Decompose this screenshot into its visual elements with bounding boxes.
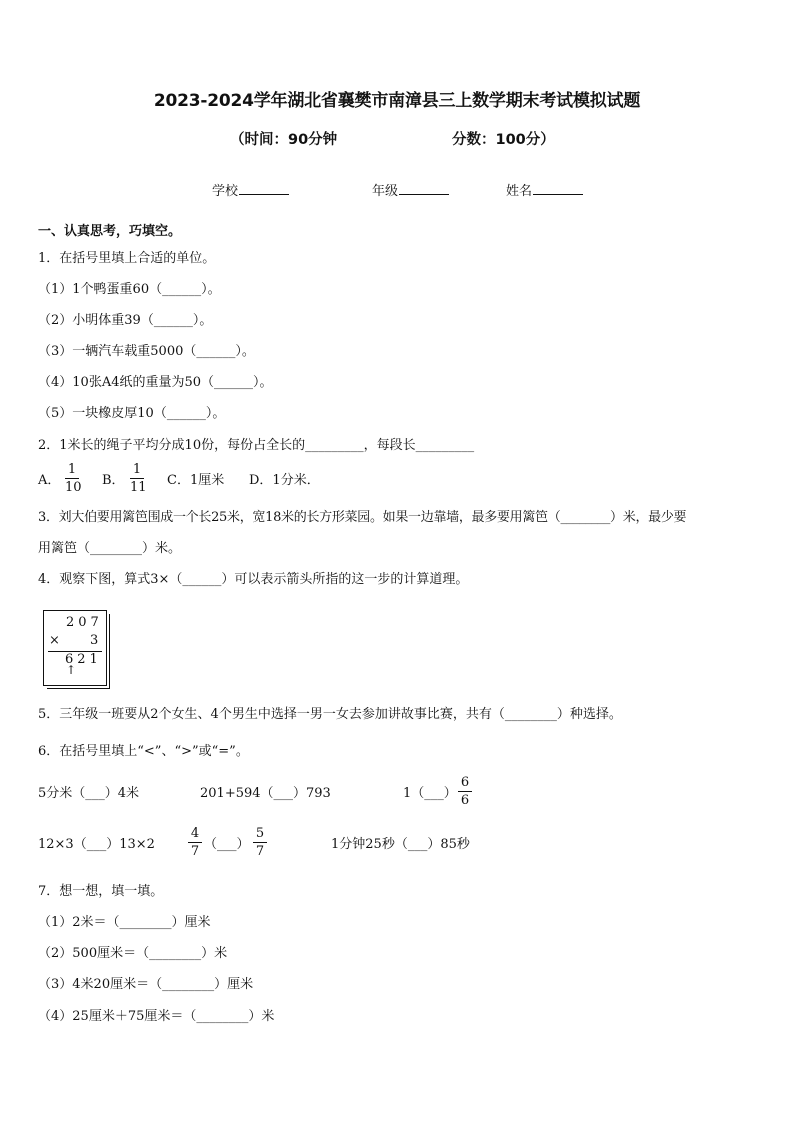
grade-label: 年级 [372, 184, 399, 199]
q2-option-b-label: B． [102, 473, 125, 488]
figure-product: 621 [65, 652, 102, 667]
q5-stem: 5．三年级一班要从2个女生、4个男生中选择一男一女去参加讲故事比赛，共有（________）种选择。 [38, 707, 622, 722]
q4-stem: 4．观察下图，算式3×（______）可以表示箭头所指的这一步的计算道理。 [38, 572, 469, 587]
q6-fraction [188, 826, 202, 859]
q1-stem: 1．在括号里填上合适的单位。 [38, 251, 216, 266]
arrow-up-icon: ↑ [66, 663, 81, 677]
q6-fraction [458, 775, 472, 808]
q2-option-d: D．1分米． [249, 473, 320, 488]
fraction-bar [458, 791, 472, 792]
figure-multiplicand: 207 [66, 615, 103, 630]
q6-compare: 12×3（___）13×2 [38, 837, 155, 852]
q2-stem: 2．1米长的绳子平均分成10份，每份占全长的_________，每段长_________ [38, 438, 475, 453]
q6-compare-blank: （___） [204, 837, 250, 852]
fraction-denominator: 7 [255, 844, 265, 859]
fraction-numerator: 6 [460, 775, 470, 790]
q1-item: （5）一块橡皮厚10（______）。 [38, 406, 226, 421]
figure-multiplier: 3 [90, 633, 103, 648]
q7-item: （4）25厘米＋75厘米＝（________）米 [38, 1009, 275, 1024]
q3-line-1: 3．刘大伯要用篱笆围成一个长25米，宽18米的长方形菜园。如果一边靠墙，最多要用篱笆（________）米，最少要 [38, 510, 687, 525]
q1-item: （4）10张A4纸的重量为50（______）。 [38, 375, 273, 390]
name-blank [533, 182, 583, 195]
q6-compare: 5分米（___）4米 [38, 786, 140, 801]
q2-option-a-fraction [65, 462, 82, 495]
q1-item: （3）一辆汽车载重5000（______）。 [38, 344, 255, 359]
exam-time: （时间：90分钟 [230, 132, 338, 148]
school-label: 学校 [212, 184, 239, 199]
q6-compare: 1（___） [403, 786, 457, 801]
fraction-numerator: 1 [132, 462, 142, 477]
fraction-bar [65, 478, 79, 479]
q1-item: （2）小明体重39（______）。 [38, 313, 213, 328]
q7-item: （1）2米＝（________）厘米 [38, 915, 211, 930]
q6-compare: 1分钟25秒（___）85秒 [331, 837, 470, 852]
name-field [506, 180, 583, 199]
q7-stem: 7．想一想，填一填。 [38, 884, 164, 899]
figure-times-sign: × [49, 633, 64, 648]
fraction-denominator: 11 [130, 480, 147, 495]
fraction-denominator: 7 [190, 844, 200, 859]
school-field [212, 180, 289, 199]
fraction-bar [130, 478, 144, 479]
name-label: 姓名 [506, 184, 533, 199]
fraction-denominator: 10 [65, 480, 82, 495]
q7-item: （3）4米20厘米＝（________）厘米 [38, 977, 254, 992]
q6-fraction [253, 826, 267, 859]
school-blank [239, 182, 289, 195]
q6-compare: 201+594（___）793 [200, 786, 331, 801]
q3-line-2: 用篱笆（________）米。 [38, 541, 182, 556]
fraction-numerator: 1 [67, 462, 77, 477]
q7-item: （2）500厘米＝（________）米 [38, 946, 228, 961]
fraction-bar [253, 842, 267, 843]
q1-item: （1）1个鸭蛋重60（______）。 [38, 282, 221, 297]
grade-field [372, 180, 449, 199]
q2-option-b-fraction [130, 462, 147, 495]
exam-title: 2023-2024学年湖北省襄樊市南漳县三上数学期末考试模拟试题 [153, 91, 641, 111]
fraction-denominator: 6 [460, 793, 470, 808]
q2-option-a-label: A． [38, 473, 61, 488]
fraction-numerator: 4 [190, 826, 200, 841]
q6-stem: 6．在括号里填上“<”、“>”或“=”。 [38, 744, 249, 759]
q2-option-c: C．1厘米 [167, 473, 225, 488]
section-heading: 一、认真思考，巧填空。 [38, 224, 182, 239]
fraction-bar [188, 842, 202, 843]
multiplication-figure [43, 610, 107, 686]
fraction-numerator: 5 [255, 826, 265, 841]
grade-blank [399, 182, 449, 195]
exam-score: 分数：100分） [452, 132, 555, 148]
